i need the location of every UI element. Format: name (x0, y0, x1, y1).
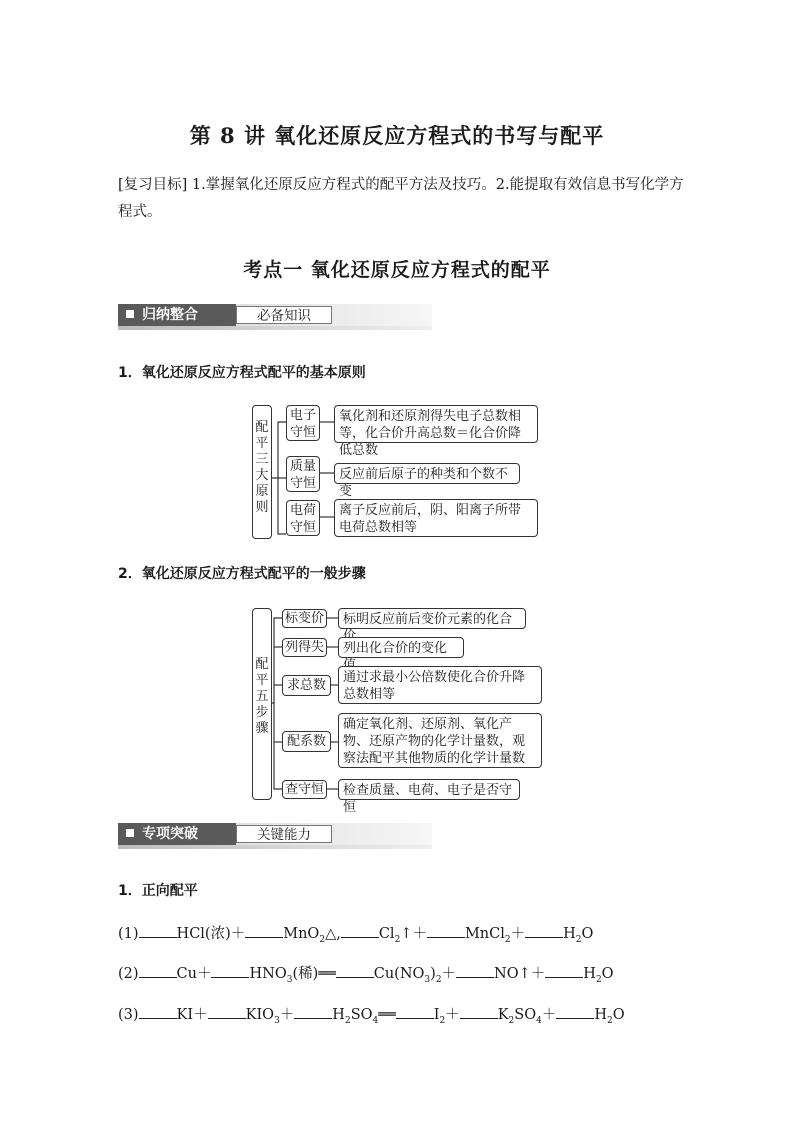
key-total: 求总数 (282, 675, 331, 696)
blank-field[interactable] (460, 1004, 498, 1019)
key-coefficient: 配系数 (282, 731, 331, 752)
desc-electron: 氧化剂和还原剂得失电子总数相等，化合价升高总数＝化合价降低总数 (334, 405, 538, 443)
key-mass: 质量守恒 (286, 456, 320, 492)
blank-field[interactable] (336, 963, 374, 978)
equation-1: (1) HCl(浓)＋ MnO$_2$△, $Cl_2↑+$ MnCl$_2$＋ $H_2O$ (118, 922, 593, 945)
key-charge: 电荷守恒 (286, 500, 320, 536)
blank-field[interactable] (341, 923, 379, 938)
banner-tag: 必备知识 (236, 306, 332, 324)
key-list-change: 列得失 (282, 638, 327, 657)
blank-field[interactable] (545, 963, 583, 978)
banner-dark-label-2: 专项突破 (118, 823, 236, 845)
vertical-label-box-2: 配平五步骤 (252, 608, 272, 800)
blank-field[interactable] (294, 1004, 332, 1019)
blank-field[interactable] (396, 1004, 434, 1019)
blank-field[interactable] (556, 1004, 594, 1019)
square-icon (126, 829, 134, 837)
key-check: 查守恒 (282, 780, 327, 799)
blank-field[interactable] (456, 963, 494, 978)
heading-principles: 1．氧化还原反应方程式配平的基本原则 (118, 365, 366, 381)
desc-mass: 反应前后原子的种类和个数不变 (334, 463, 520, 484)
equation-3: (3) $KI+ KIO_3+$ $H_2SO_4══$ $I_2+ K_2SO_4+ H_2O$ (118, 1003, 625, 1026)
banner-dark-label: 归纳整合 (118, 304, 236, 326)
review-label: [复习目标] (118, 177, 188, 193)
blank-field[interactable] (525, 923, 563, 938)
desc-mark-valence: 标明反应前后变价元素的化合 (338, 608, 526, 629)
banner-practice (118, 823, 432, 845)
banner-tag-2: 关键能力 (236, 825, 332, 843)
blank-field[interactable] (208, 1004, 246, 1019)
desc-charge: 离子反应前后，阴、阳离子所带电荷总数相等 (334, 499, 538, 537)
review-text: 1.掌握氧化还原反应方程式的配平方法及技巧。2.能提取有效信息书写化学方程式。 (118, 177, 684, 220)
page-title: 第 8 讲 氧化还原反应方程式的书写与配平 (189, 123, 605, 148)
blank-field[interactable] (139, 1004, 177, 1019)
blank-field[interactable] (139, 963, 177, 978)
blank-field[interactable] (427, 923, 465, 938)
blank-field[interactable] (245, 923, 283, 938)
desc-total: 通过求最小公倍数使化合价升降总数相等 (338, 666, 542, 704)
blank-field[interactable] (139, 923, 177, 938)
desc-list-change: 列出化合价的变化 (338, 637, 464, 658)
desc-coefficient: 确定氧化剂、还原剂、氧化产物、还原产物的化学计量数，观察法配平其他物质的化学计量数 (338, 713, 542, 768)
key-electron: 电子守恒 (286, 405, 320, 441)
key-mark-valence: 标变价 (282, 609, 327, 628)
blank-field[interactable] (211, 963, 249, 978)
heading-steps: 2．氧化还原反应方程式配平的一般步骤 (118, 566, 366, 582)
section-title: 考点一 氧化还原反应方程式的配平 (243, 259, 551, 281)
equation-2: (2) $Cu+ HNO_3$(稀)══ $Cu(NO_3)_2+$ NO↑＋ $H_2O$ (118, 962, 614, 985)
heading-forward: 1．正向配平 (118, 883, 198, 899)
desc-check: 检查质量、电荷、电子是否守恒 (338, 779, 520, 800)
vertical-label-box: 配平三大原则 (252, 405, 272, 539)
